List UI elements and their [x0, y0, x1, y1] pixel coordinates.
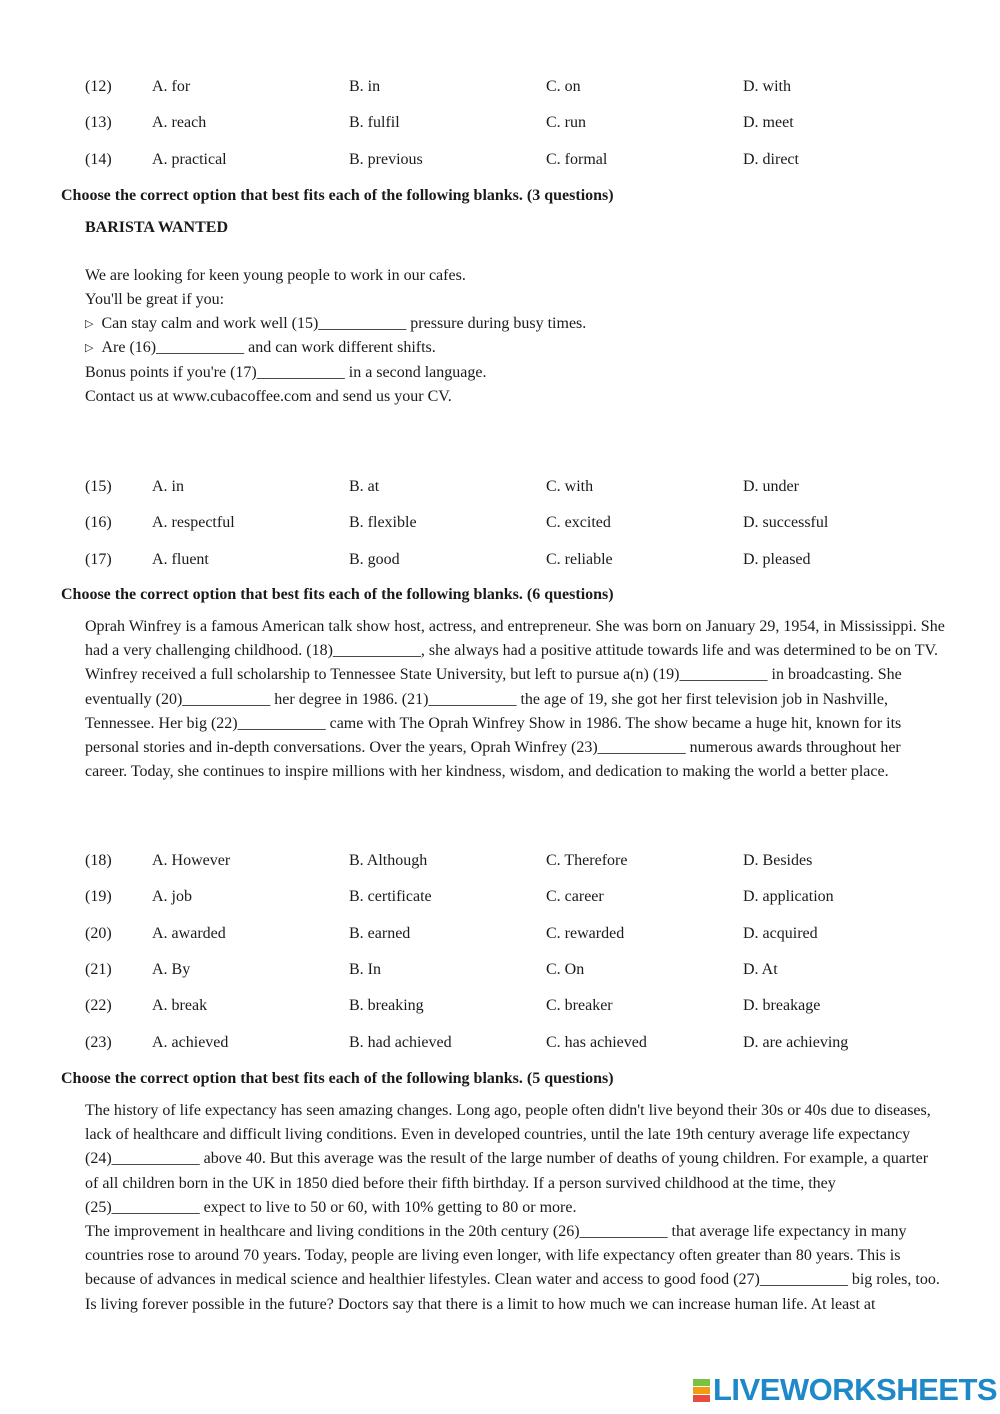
option-a[interactable]: A. reach	[152, 114, 207, 132]
question-number: (17)	[85, 550, 112, 568]
question-number: (18)	[85, 852, 112, 869]
passage-paragraph-2: The improvement in healthcare and living conditions in the 20th century (26)___________ that average life expectancy in many countries rose to around 70 years. Today, people are living even longer, with life expectancy often greater than 80 years. This is because of advances in medical science and healthier lifestyles. Clean water and access to good food (27)___________ big roles, too.	[85, 1223, 940, 1289]
option-a[interactable]: A. respectful	[152, 514, 235, 532]
option-b[interactable]: B. fulfil	[349, 114, 400, 132]
option-row	[0, 994, 1000, 1018]
option-a[interactable]: A. awarded	[152, 924, 226, 942]
option-c[interactable]: C. has achieved	[546, 1033, 647, 1051]
option-b[interactable]: B. in	[349, 78, 381, 95]
option-a[interactable]: A. in	[152, 478, 184, 495]
ad-bullet-2	[85, 336, 436, 361]
ad-line-1: We are looking for keen young people to work in our cafes.	[85, 267, 466, 284]
option-row	[0, 75, 1000, 99]
option-b[interactable]: B. good	[349, 550, 400, 568]
section-heading-2: Choose the correct option that best fits each of the following blanks. (3 questions)	[61, 187, 614, 204]
logo-mark-bar	[693, 1395, 710, 1402]
oprah-passage-text: Oprah Winfrey is a famous American talk show host, actress, and entrepreneur. She was born on January 29, 1954, in Mississippi. She had a very challenging childhood. (18)___________, she always had a positive attitude towards life and was determined to be on TV. Winfrey received a full scholarship to Tennessee State University, but left to pursue a(n) (19)___________ in broadcasting. She eventually (20)___________ her degree in 1986. (21)___________ the age of 19, she got her first television job in Nashville, Tennessee. Her big (22)___________ came with The Oprah Winfrey Show in 1986. The show became a huge hit, known for its personal stories and in-depth conversations. Over the years, Oprah Winfrey (23)___________ numerous awards throughout her career. Today, she continues to inspire millions with her kindness, wisdom, and dedication to making the world a better place.	[85, 618, 945, 781]
option-row	[0, 922, 1000, 946]
ad-title: BARISTA WANTED	[85, 219, 229, 236]
question-number: (21)	[85, 960, 112, 978]
option-b[interactable]: B. certificate	[349, 888, 432, 906]
option-b[interactable]: B. previous	[349, 150, 423, 168]
option-c[interactable]: C. reliable	[546, 550, 613, 568]
option-a[interactable]: A. By	[152, 960, 191, 978]
question-number: (14)	[85, 150, 112, 168]
option-d[interactable]: D. breakage	[743, 997, 821, 1015]
option-row	[0, 885, 1000, 909]
option-a[interactable]: A. break	[152, 997, 208, 1015]
option-row	[0, 111, 1000, 135]
option-d[interactable]: D. meet	[743, 114, 794, 132]
life-expectancy-passage	[85, 1099, 945, 1317]
option-c[interactable]: C. excited	[546, 514, 611, 532]
option-d[interactable]: D. are achieving	[743, 1033, 849, 1051]
option-d[interactable]: D. acquired	[743, 924, 818, 942]
option-c[interactable]: C. Therefore	[546, 852, 628, 869]
oprah-passage	[85, 615, 945, 784]
option-d[interactable]: D. under	[743, 478, 799, 495]
passage-paragraph-1: The history of life expectancy has seen amazing changes. Long ago, people often didn't live beyond their 30s or 40s due to diseases, lack of healthcare and difficult living conditions. Even in developed countries, until the late 19th century average life expectancy (24)___________ above 40. But this average was the result of the large number of deaths of young children. For example, a quarter of all children born in the UK in 1850 died before their fifth birthday. If a person survived childhood at the time, they (25)___________ expect to live to 50 or 60, with 10% getting to 80 or more.	[85, 1102, 931, 1216]
question-number: (13)	[85, 114, 112, 132]
option-c[interactable]: C. on	[546, 78, 581, 95]
option-a[interactable]: A. achieved	[152, 1033, 229, 1051]
option-d[interactable]: D. application	[743, 888, 834, 906]
ad-bullet-1	[85, 312, 586, 337]
logo-mark-icon	[693, 1379, 710, 1402]
logo-text: LIVEWORKSHEETS	[713, 1372, 998, 1407]
ad-line-2: You'll be great if you:	[85, 291, 225, 308]
question-number: (15)	[85, 478, 112, 495]
option-row	[0, 958, 1000, 982]
section-heading-3: Choose the correct option that best fits each of the following blanks. (6 questions)	[61, 586, 614, 603]
option-a[interactable]: A. job	[152, 888, 192, 906]
option-b[interactable]: B. flexible	[349, 514, 417, 532]
triangle-bullet-icon: ▷	[85, 342, 94, 354]
option-row	[0, 148, 1000, 172]
option-d[interactable]: D. successful	[743, 514, 829, 532]
logo-mark-bar	[693, 1379, 710, 1386]
option-d[interactable]: D. pleased	[743, 550, 811, 568]
option-b[interactable]: B. breaking	[349, 997, 424, 1015]
question-number: (23)	[85, 1033, 112, 1051]
option-c[interactable]: C. run	[546, 114, 586, 132]
option-b[interactable]: B. Although	[349, 852, 428, 869]
question-number: (16)	[85, 514, 112, 532]
option-row	[0, 849, 1000, 873]
option-d[interactable]: D. with	[743, 78, 791, 95]
option-d[interactable]: D. direct	[743, 150, 799, 168]
question-number: (19)	[85, 888, 112, 906]
option-row	[0, 511, 1000, 535]
option-row	[0, 1031, 1000, 1055]
question-number: (22)	[85, 997, 112, 1015]
option-c[interactable]: C. with	[546, 478, 594, 495]
ad-bullet-2-text: Are (16)___________ and can work different shifts.	[101, 339, 436, 356]
passage-paragraph-3: Is living forever possible in the future? Doctors say that there is a limit to how much we can increase human life. At least at	[85, 1295, 876, 1313]
ad-line-3: Bonus points if you're (17)___________ in a second language.	[85, 364, 487, 381]
option-row	[0, 475, 1000, 499]
option-c[interactable]: C. rewarded	[546, 924, 625, 942]
option-d[interactable]: D. Besides	[743, 852, 813, 869]
option-c[interactable]: C. On	[546, 960, 585, 978]
option-b[interactable]: B. earned	[349, 924, 411, 942]
liveworksheets-logo[interactable]	[693, 1373, 997, 1407]
section-heading-4: Choose the correct option that best fits each of the following blanks. (5 questions)	[61, 1070, 614, 1087]
triangle-bullet-icon: ▷	[85, 318, 94, 330]
option-a[interactable]: A. However	[152, 852, 231, 869]
ad-bullet-1-text: Can stay calm and work well (15)___________ pressure during busy times.	[101, 315, 587, 332]
option-a[interactable]: A. fluent	[152, 550, 209, 568]
question-number: (20)	[85, 924, 112, 942]
logo-mark-bar	[693, 1387, 710, 1394]
option-b[interactable]: B. In	[349, 960, 381, 978]
option-a[interactable]: A. for	[152, 78, 191, 95]
option-b[interactable]: B. had achieved	[349, 1033, 452, 1051]
option-a[interactable]: A. practical	[152, 150, 227, 168]
option-row	[0, 548, 1000, 572]
option-c[interactable]: C. breaker	[546, 997, 613, 1015]
option-c[interactable]: C. formal	[546, 150, 608, 168]
option-d[interactable]: D. At	[743, 960, 778, 978]
question-number: (12)	[85, 78, 112, 95]
option-b[interactable]: B. at	[349, 478, 380, 495]
option-c[interactable]: C. career	[546, 888, 604, 906]
ad-line-4: Contact us at www.cubacoffee.com and send us your CV.	[85, 388, 452, 405]
